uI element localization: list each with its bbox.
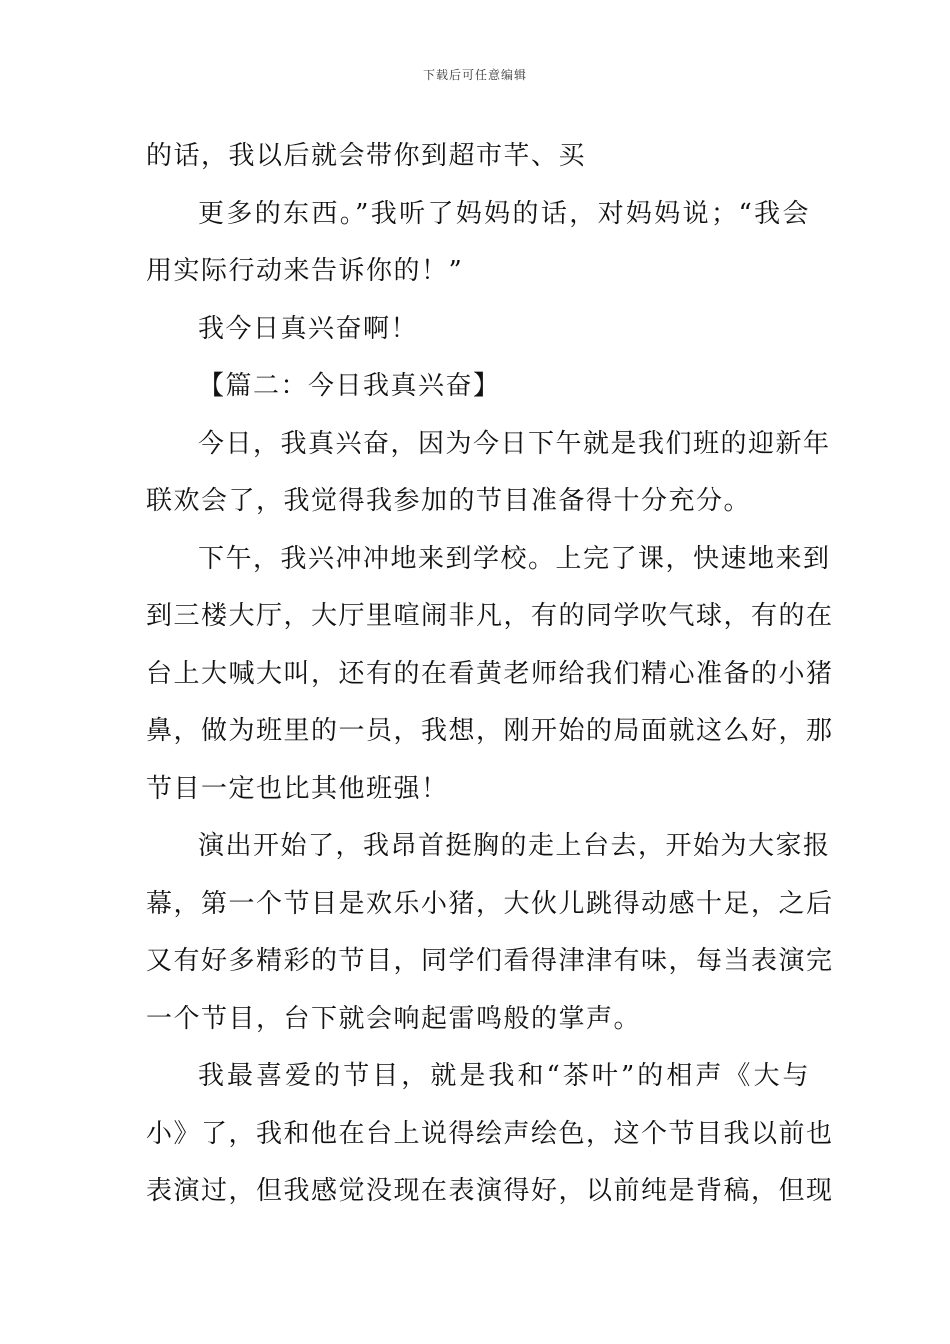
text-line: 我最喜爱的节目，就是我和“茶叶”的相声《大与 — [198, 1061, 810, 1091]
text-line: 的话，我以后就会带你到超市芊、买 — [146, 141, 587, 171]
document-body — [146, 128, 834, 1221]
text-line: 幕，第一个节目是欢乐小猪，大伙儿跳得动感十足，之后 — [146, 888, 834, 919]
text-line: 【篇二：今日我真兴奋】 — [198, 371, 501, 401]
text-line: 小》了，我和他在台上说得绘声绘色，这个节目我以前也 — [146, 1118, 834, 1149]
text-line: 今日，我真兴奋，因为今日下午就是我们班的迎新年 — [198, 428, 831, 459]
text-line: 节目一定也比其他班强！ — [146, 773, 449, 804]
text-line: 表演过，但我感觉没现在表演得好，以前纯是背稿，但现 — [146, 1176, 834, 1206]
text-line: 演出开始了，我昂首挺胸的走上台去，开始为大家报 — [198, 831, 831, 861]
text-line: 鼻，做为班里的一员，我想，刚开始的局面就这么好，那 — [146, 716, 834, 746]
text-line: 用实际行动来告诉你的！” — [146, 256, 464, 286]
page-header: 下载后可任意编辑 — [422, 68, 527, 82]
text-line: 更多的东西。”我听了妈妈的话，对妈妈说；“我会 — [198, 198, 810, 229]
text-line: 台上大喊大叫，还有的在看黄老师给我们精心准备的小猪 — [146, 658, 834, 689]
text-line: 一个节目，台下就会响起雷鸣般的掌声。 — [146, 1003, 642, 1034]
text-line: 又有好多精彩的节目，同学们看得津津有味，每当表演完 — [146, 946, 834, 976]
text-line: 联欢会了，我觉得我参加的节目准备得十分充分。 — [146, 486, 752, 516]
text-line: 下午，我兴冲冲地来到学校。上完了课，快速地来到 — [198, 543, 831, 574]
text-line: 我今日真兴奋啊！ — [198, 313, 419, 344]
text-line: 到三楼大厅，大厅里喧闹非凡，有的同学吹气球，有的在 — [146, 601, 834, 631]
